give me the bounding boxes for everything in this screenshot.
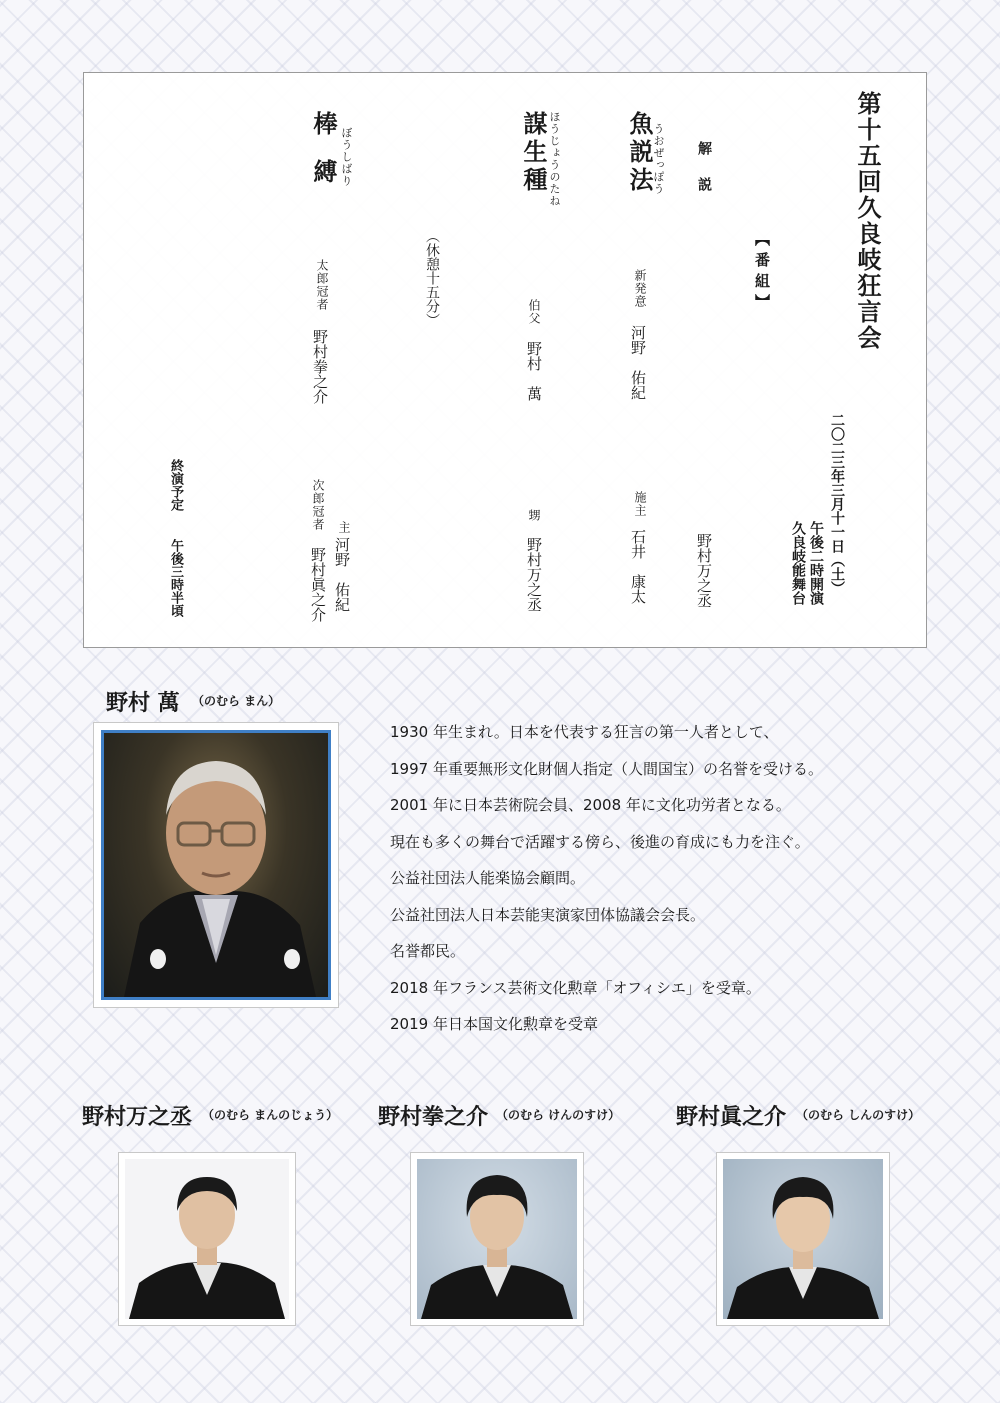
actor-name: 野村眞之介 (309, 547, 327, 622)
role-label: 次郎冠者 (311, 479, 325, 531)
program-heading: 【番組】 (753, 231, 771, 315)
young-man-portrait-icon (417, 1159, 577, 1319)
bio-line: 1997 年重要無形文化財個人指定（人間国宝）の名誉を受ける。 (390, 759, 823, 778)
performer-name: 野村拳之介 (378, 1105, 489, 1130)
play-title: 棒縛 (309, 111, 338, 207)
end-label: 終演予定 (168, 459, 183, 511)
bio-line: 現在も多くの舞台で活躍する傍ら、後進の育成にも力を注ぐ。 (390, 832, 810, 851)
main-portrait-frame (93, 722, 339, 1008)
actor-name: 野村拳之介 (311, 329, 329, 404)
bio-line: 1930 年生まれ。日本を代表する狂言の第一人者として、 (390, 723, 779, 741)
performer-name: 野村万之丞 (82, 1105, 193, 1130)
start-time: 午後二時開演 (808, 521, 824, 605)
commentary-performer: 野村万之丞 (695, 533, 713, 608)
festival-title: 第十五回久良岐狂言会 (853, 91, 882, 351)
performer-photo (417, 1159, 577, 1319)
program-card (83, 72, 927, 648)
bio-line: 2001 年に日本芸術院会員、2008 年に文化功労者となる。 (390, 796, 791, 814)
actor-name: 河野 佑紀 (333, 537, 351, 612)
play-title: 謀生種 (519, 111, 548, 195)
performer-photo-frame (118, 1152, 296, 1326)
play-ruby: ほうじょうのたね (548, 111, 561, 207)
play-ruby: うおぜっぽう (652, 123, 665, 195)
performer-reading: （のむら しんのすけ） (796, 1108, 921, 1122)
play-ruby: ぼうしばり (340, 127, 353, 187)
venue: 久良岐能舞台 (790, 521, 806, 605)
bio-line: 2019 年日本国文化勲章を受章 (390, 1015, 598, 1033)
play-title: 魚説法 (625, 111, 654, 195)
performer-photo (125, 1159, 289, 1319)
actor-name: 石井 康太 (629, 529, 647, 604)
commentary-label: 解説 (696, 141, 712, 213)
performer-reading: （のむら まんのじょう） (202, 1108, 339, 1122)
performer-name: 野村眞之介 (676, 1105, 787, 1130)
bio-line: 公益社団法人能楽協会顧問。 (390, 869, 586, 887)
bio-line: 公益社団法人日本芸能実演家団体協議会会長。 (390, 905, 706, 924)
actor-name: 野村万之丞 (525, 537, 543, 612)
performer-photo-frame (410, 1152, 584, 1326)
young-man-portrait-icon (723, 1159, 883, 1319)
elderly-man-portrait-icon (104, 733, 328, 997)
intermission: （休憩十五分） (424, 229, 440, 327)
main-portrait-photo (101, 730, 331, 1000)
performer-reading: （のむら けんのすけ） (496, 1108, 621, 1122)
role-label: 主 (337, 521, 351, 534)
young-man-portrait-icon (125, 1159, 289, 1319)
actor-name: 野村 萬 (525, 341, 543, 401)
role-label: 伯父 (527, 299, 541, 325)
main-performer-name: 野村 萬 (106, 691, 180, 716)
event-date: 二〇二三年三月十一日（土） (829, 413, 845, 595)
bio-line: 名誉都民。 (390, 942, 466, 960)
bio-line: 2018 年フランス芸術文化勲章「オフィシエ」を受章。 (390, 978, 761, 997)
actor-name: 河野 佑紀 (629, 325, 647, 400)
role-label: 新発意 (633, 269, 647, 308)
main-performer-reading: （のむら まん） (192, 694, 281, 708)
performer-photo-frame (716, 1152, 890, 1326)
role-label: 甥 (527, 509, 541, 522)
role-label: 施主 (633, 491, 647, 517)
main-performer-bio (390, 720, 950, 1049)
performer-photo (723, 1159, 883, 1319)
end-time: 午後三時半頃 (168, 539, 183, 617)
role-label: 太郎冠者 (315, 259, 329, 311)
